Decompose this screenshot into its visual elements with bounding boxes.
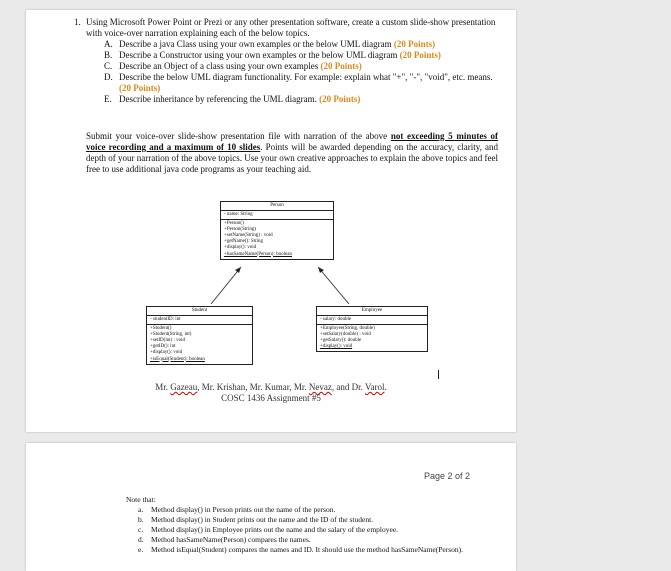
arrowhead-person-left — [235, 267, 241, 273]
author-name-misspelled: Varol — [364, 382, 385, 392]
subitem-text: Describe inheritance by referencing the UML diagram. — [119, 94, 317, 104]
uml-method: +hasSameName(Person): boolean — [224, 251, 292, 257]
author-name-misspelled: Nevaz — [308, 382, 332, 392]
uml-attributes — [147, 316, 252, 325]
authors-text: , and Dr. — [331, 382, 365, 392]
uml-method: +Person() — [224, 221, 244, 227]
arrowhead-person-right — [318, 267, 324, 273]
text-cursor — [438, 370, 439, 379]
uml-method: +isEqual(Student): boolean — [150, 356, 205, 362]
note-item-c — [126, 525, 486, 535]
uml-method: +display(): void — [320, 344, 353, 350]
uml-class-student — [146, 306, 253, 365]
uml-method: +Student(String, int) — [150, 332, 192, 338]
note-title: Note that: — [126, 495, 156, 504]
note-text: Method display() in Employee prints out the name and the salary of the employee. — [151, 525, 399, 534]
subitem-letter: C. — [104, 61, 113, 71]
para-emphasis: not exceeding 5 minutes of voice recording and a maximum of 10 slides — [86, 131, 498, 152]
subitem-text: Describe a Constructor using your own examples or the below UML diagram — [119, 50, 398, 60]
note-item-a — [126, 505, 486, 515]
note-item-b — [126, 515, 486, 525]
notes-section — [126, 495, 486, 555]
uml-class-employee — [316, 306, 428, 352]
authors-line: Mr. Gazeau, Mr. Krishan, Mr. Kumar, Mr. Nevaz, and Dr. Varol. — [155, 382, 387, 392]
student-to-person-arrow — [211, 267, 241, 304]
uml-attribute: - name: String — [224, 212, 253, 217]
uml-method: +display(): void — [224, 245, 257, 251]
task-text: Using Microsoft Power Point or Prezi or any other presentation software, create a custom slide-show presentation with voice-over narration explaining each of the below topics. — [86, 17, 496, 38]
authors-text: , Mr. Krishan, Mr. Kumar, Mr. — [197, 382, 309, 392]
uml-attribute: - salary: double — [320, 317, 352, 322]
uml-method: +setName(String) : void — [224, 233, 273, 239]
course-line: COSC 1436 Assignment #5 — [221, 393, 321, 403]
subitem-text: Describe the below UML diagram functionality. For example: explain what "+", "-", "void", etc. means. — [119, 72, 493, 82]
points-label: (20 Points) — [399, 50, 441, 60]
page-number: Page 2 of 2 — [423, 471, 470, 481]
uml-method: +setID(int) : void — [150, 338, 186, 344]
uml-method: +getID(): int — [150, 344, 176, 350]
uml-class-name: Person — [221, 202, 333, 211]
subitem-letter: B. — [104, 50, 113, 60]
note-letter: a. — [138, 505, 144, 514]
uml-class-name: Student — [147, 307, 252, 316]
subitem-letter: D. — [104, 72, 113, 82]
note-item-d — [126, 535, 486, 545]
uml-methods — [317, 325, 427, 351]
points-label: (20 Points) — [320, 61, 362, 71]
uml-method: +Student() — [150, 326, 172, 332]
uml-methods — [147, 325, 252, 364]
points-label: (20 Points) — [319, 94, 361, 104]
uml-method: +setSalary(double) : void — [320, 332, 371, 338]
uml-method: +getName(): String — [224, 239, 264, 245]
uml-method: +Employee(String, double) — [320, 326, 375, 332]
uml-class-person — [220, 201, 334, 260]
uml-method: +getSalary(): double — [320, 338, 362, 344]
note-text: Method display() in Student prints out the name and the ID of the student. — [151, 515, 374, 524]
uml-class-name: Employee — [317, 307, 427, 316]
subitem-text: Describe an Object of a class using your own examples — [119, 61, 319, 71]
uml-attribute: - studentID: int — [150, 317, 181, 322]
subitem-letter: E. — [104, 94, 112, 104]
document-page-1 — [26, 10, 516, 432]
note-letter: b. — [138, 515, 144, 524]
points-label: (20 Points) — [393, 39, 436, 49]
para-text-start: Submit your voice-over slide-show presentation file with narration of the above — [86, 131, 388, 141]
note-text: Method hasSameName(Person) compares the names. — [151, 535, 311, 544]
task-number: 1. — [74, 17, 81, 27]
uml-methods — [221, 220, 333, 259]
para-text-end: . Points will be awarded depending on the accuracy, clarity, and depth of your narration of the above topics. Use your own creative approaches to explain the above topics and feel free to use additional java code programs as your teaching aid. — [86, 142, 498, 174]
author-name-misspelled: Gazeau — [170, 382, 198, 392]
uml-attributes — [317, 316, 427, 325]
note-text: Method isEqual(Student) compares the names and ID. It should use the method hasSameName(Person). — [151, 545, 464, 554]
subitem-letter: A. — [104, 39, 113, 49]
points-label: (20 Points) — [119, 83, 161, 93]
note-letter: d. — [138, 535, 144, 544]
authors-text: Mr. — [155, 382, 171, 392]
uml-method: +display(): void — [150, 350, 183, 356]
uml-method: +Person(String) — [224, 227, 256, 233]
uml-attributes — [221, 211, 333, 220]
note-item-e — [126, 545, 486, 555]
document-page-2 — [26, 443, 516, 571]
employee-to-person-arrow — [318, 267, 349, 304]
note-letter: e. — [138, 545, 144, 554]
note-letter: c. — [138, 525, 144, 534]
note-text: Method display() in Person prints out the name of the person. — [151, 505, 336, 514]
subitem-text: Describe a java Class using your own examples or the below UML diagram — [119, 39, 392, 49]
